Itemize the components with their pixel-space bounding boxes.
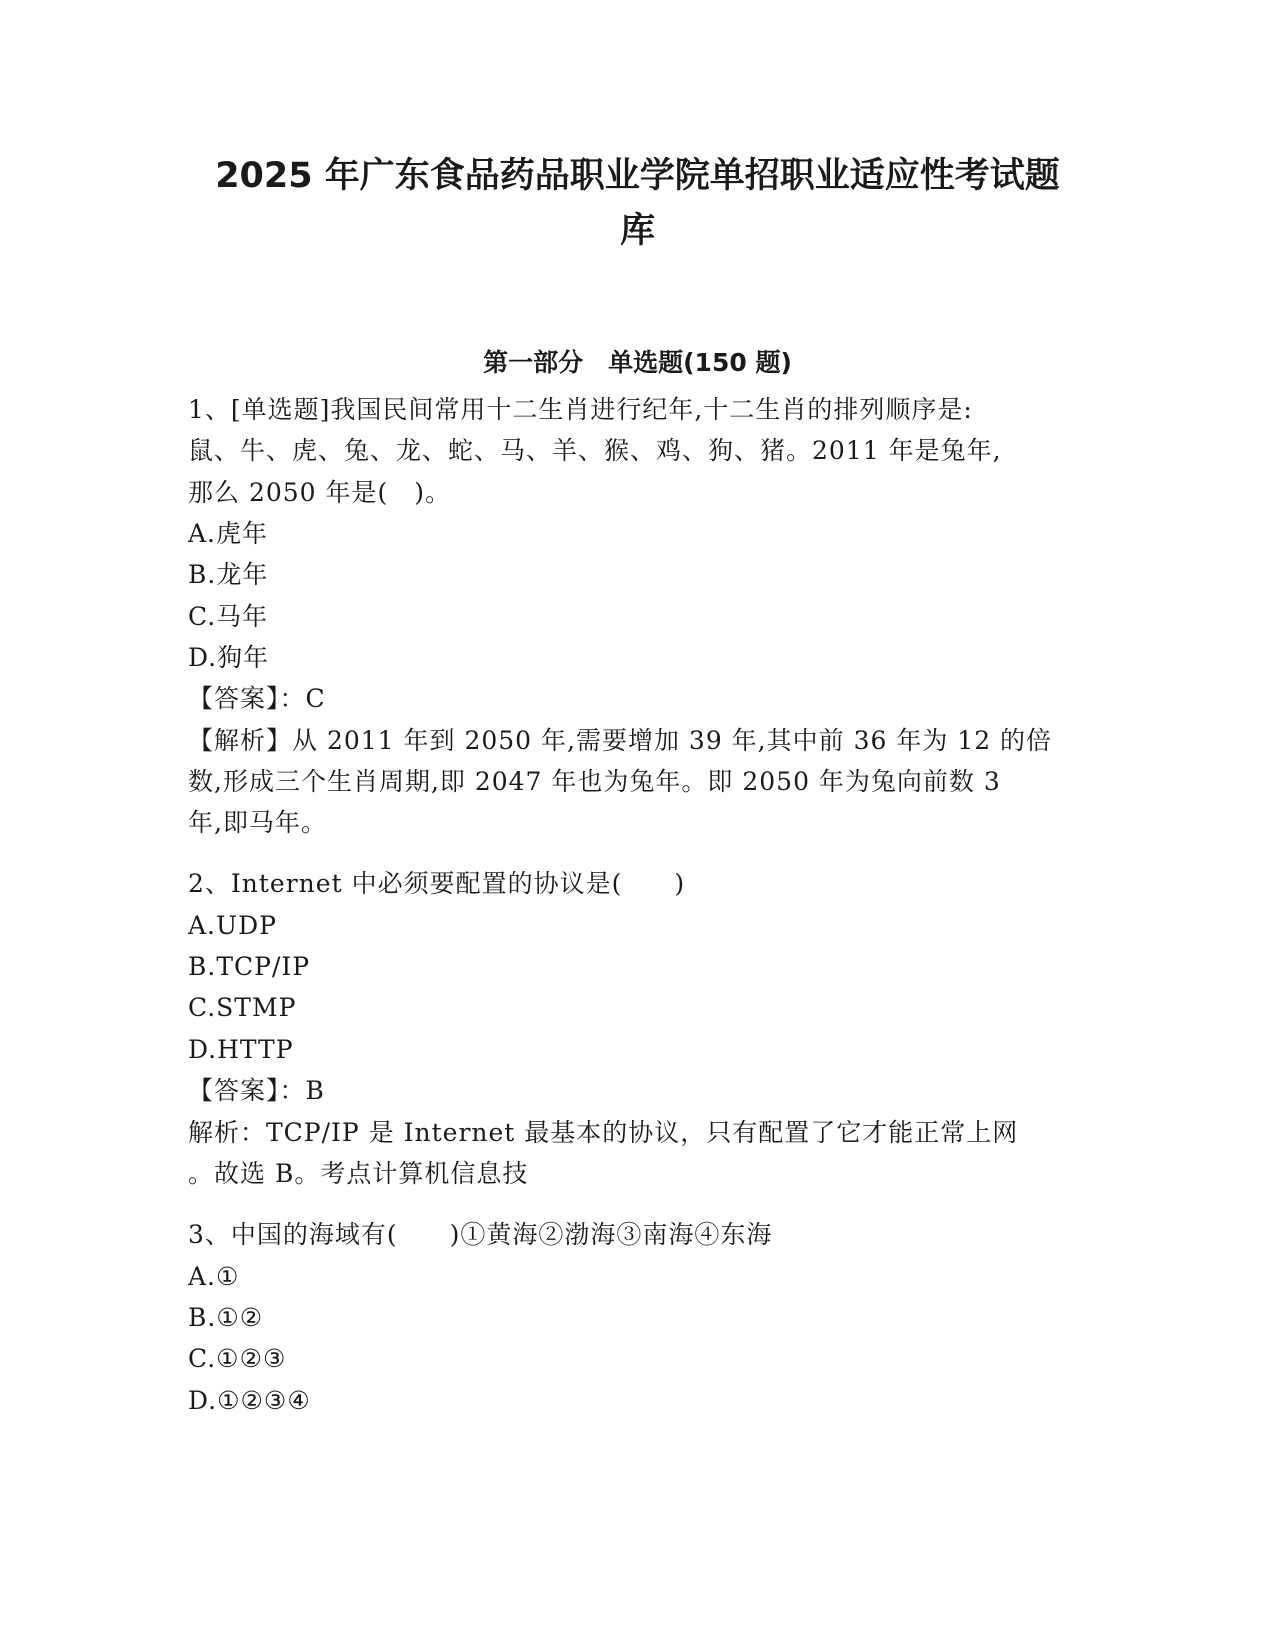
question-stem-line: 1、[单选题]我国民间常用十二生肖进行纪年,十二生肖的排列顺序是: <box>188 395 973 424</box>
question-stem-line: 鼠、牛、虎、兔、龙、蛇、马、羊、猴、鸡、狗、猪。2011 年是兔年, <box>188 436 1002 465</box>
section-heading: 第一部分 单选题(150 题) <box>483 348 792 377</box>
question-stem-line: 3、中国的海域有( )①黄海②渤海③南海④东海 <box>188 1220 773 1249</box>
option-a: A.UDP <box>188 911 277 940</box>
option-d: D.HTTP <box>188 1035 294 1064</box>
question-stem-line: 那么 2050 年是( )。 <box>188 478 452 507</box>
option-b: B.TCP/IP <box>188 952 311 981</box>
answer-line: 【答案】：B <box>188 1076 325 1105</box>
analysis-line: 数,形成三个生肖周期,即 2047 年也为兔年。即 2050 年为兔向前数 3 <box>188 767 1001 796</box>
answer-line: 【答案】：C <box>188 684 326 713</box>
option-b: B.①② <box>188 1303 264 1332</box>
analysis-line: 【解析】从 2011 年到 2050 年,需要增加 39 年,其中前 36 年为 12 的倍 <box>188 726 1053 755</box>
document-title-line-1: 2025 年广东食品药品职业学院单招职业适应性考试题 <box>215 156 1060 196</box>
analysis-line: 。故选 B。考点计算机信息技 <box>188 1159 529 1188</box>
option-c: C.STMP <box>188 993 297 1022</box>
question-stem-line: 2、Internet 中必须要配置的协议是( ) <box>188 869 686 898</box>
option-c: C.①②③ <box>188 1344 287 1373</box>
option-a: A.虎年 <box>188 519 269 548</box>
analysis-line: 解析：TCP/IP 是 Internet 最基本的协议，只有配置了它才能正常上网 <box>188 1118 1019 1147</box>
option-a: A.① <box>188 1262 240 1291</box>
option-c: C.马年 <box>188 602 269 631</box>
option-d: D.狗年 <box>188 643 270 672</box>
document-title-line-2: 库 <box>619 211 655 251</box>
analysis-line: 年,即马年。 <box>188 808 327 837</box>
option-d: D.①②③④ <box>188 1386 311 1415</box>
option-b: B.龙年 <box>188 560 269 589</box>
